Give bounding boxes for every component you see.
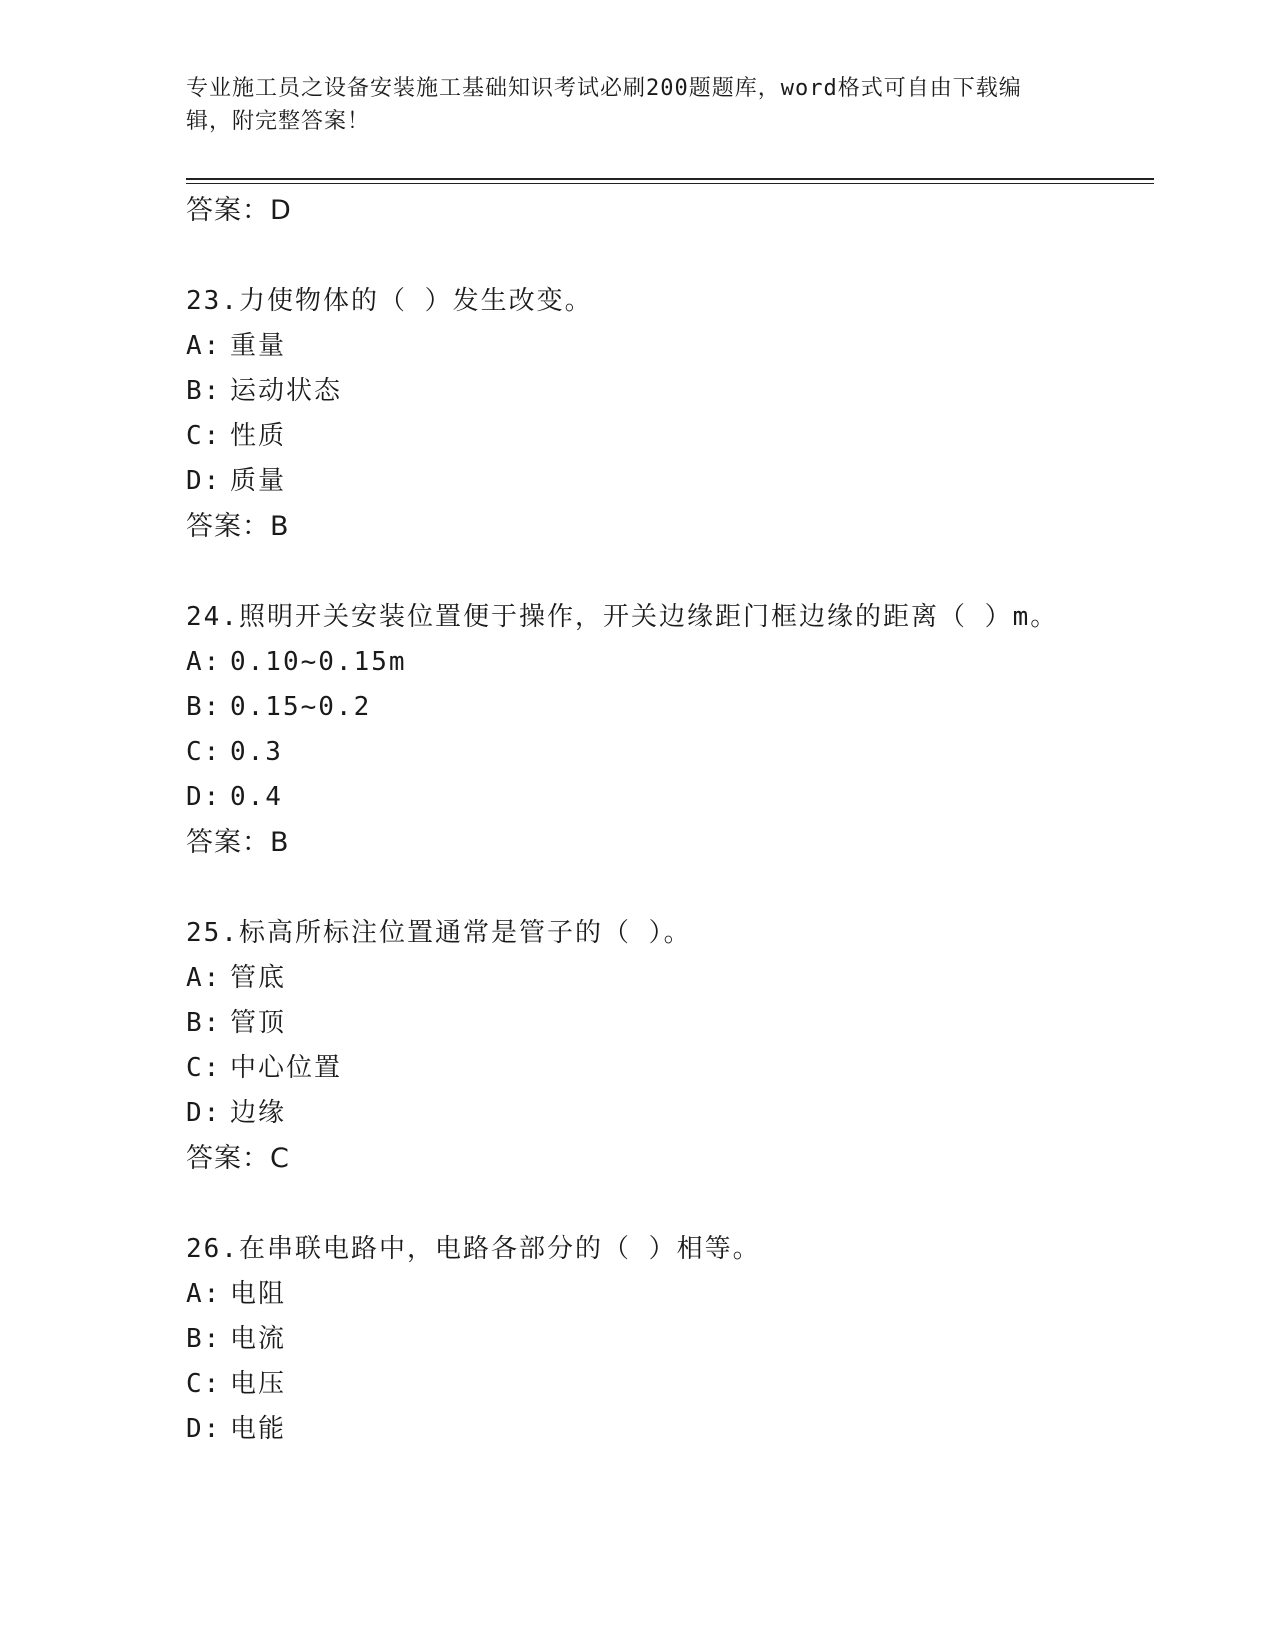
- option-a: [186, 640, 1166, 685]
- question-23: [186, 278, 1166, 550]
- question-stem: 25.标高所标注位置通常是管子的（ ）。: [186, 918, 692, 948]
- option-b: [186, 1001, 1166, 1046]
- option-c: [186, 1362, 1166, 1407]
- header-divider-thick: [186, 178, 1154, 180]
- option-text: 0.4: [230, 782, 283, 812]
- option-text: 中心位置: [230, 1053, 343, 1083]
- option-key: D:: [186, 1414, 222, 1444]
- option-text: 质量: [230, 466, 287, 496]
- option-d: [186, 1091, 1166, 1136]
- option-c: [186, 730, 1166, 775]
- option-key: A:: [186, 1279, 222, 1309]
- option-text: 性质: [230, 421, 287, 451]
- option-text: 管顶: [230, 1008, 287, 1038]
- question-answer: 答案：B: [186, 511, 290, 542]
- option-c: [186, 1046, 1166, 1091]
- question-25: [186, 910, 1166, 1182]
- option-key: C:: [186, 737, 222, 767]
- option-key: B:: [186, 1324, 222, 1354]
- option-a: [186, 324, 1166, 369]
- option-key: A:: [186, 963, 222, 993]
- option-key: C:: [186, 421, 222, 451]
- option-c: [186, 414, 1166, 459]
- option-key: C:: [186, 1053, 222, 1083]
- option-d: [186, 775, 1166, 820]
- option-key: D:: [186, 466, 222, 496]
- question-stem: 26.在串联电路中，电路各部分的（ ）相等。: [186, 1234, 761, 1264]
- question-24: [186, 594, 1166, 866]
- option-text: 0.10~0.15m: [230, 647, 407, 677]
- question-answer: 答案：B: [186, 827, 290, 858]
- header-divider-thin: [186, 183, 1154, 184]
- question-answer: 答案：C: [186, 1143, 290, 1174]
- option-b: [186, 1317, 1166, 1362]
- option-key: C:: [186, 1369, 222, 1399]
- option-text: 0.15~0.2: [230, 692, 372, 722]
- option-b: [186, 685, 1166, 730]
- option-text: 电流: [230, 1324, 287, 1354]
- option-text: 管底: [230, 963, 287, 993]
- previous-question-answer: 答案：D: [186, 195, 292, 226]
- question-list: [186, 188, 1166, 1452]
- option-b: [186, 369, 1166, 414]
- option-text: 重量: [230, 331, 287, 361]
- option-a: [186, 956, 1166, 1001]
- option-a: [186, 1272, 1166, 1317]
- option-text: 电压: [230, 1369, 287, 1399]
- option-key: D:: [186, 1098, 222, 1128]
- option-text: 电能: [230, 1414, 287, 1444]
- question-26: [186, 1226, 1166, 1452]
- option-d: [186, 459, 1166, 504]
- option-key: B:: [186, 692, 222, 722]
- option-key: D:: [186, 782, 222, 812]
- document-header: 专业施工员之设备安装施工基础知识考试必刷200题题库，word格式可自由下载编辑，附完整答案！: [186, 76, 1022, 134]
- option-text: 0.3: [230, 737, 283, 767]
- option-text: 运动状态: [230, 376, 343, 406]
- question-stem: 24.照明开关安装位置便于操作，开关边缘距门框边缘的距离（ ）m。: [186, 602, 1059, 632]
- option-key: A:: [186, 647, 222, 677]
- option-text: 电阻: [230, 1279, 287, 1309]
- option-key: B:: [186, 1008, 222, 1038]
- option-key: B:: [186, 376, 222, 406]
- option-d: [186, 1407, 1166, 1452]
- option-key: A:: [186, 331, 222, 361]
- question-stem: 23.力使物体的（ ）发生改变。: [186, 286, 593, 316]
- option-text: 边缘: [230, 1098, 287, 1128]
